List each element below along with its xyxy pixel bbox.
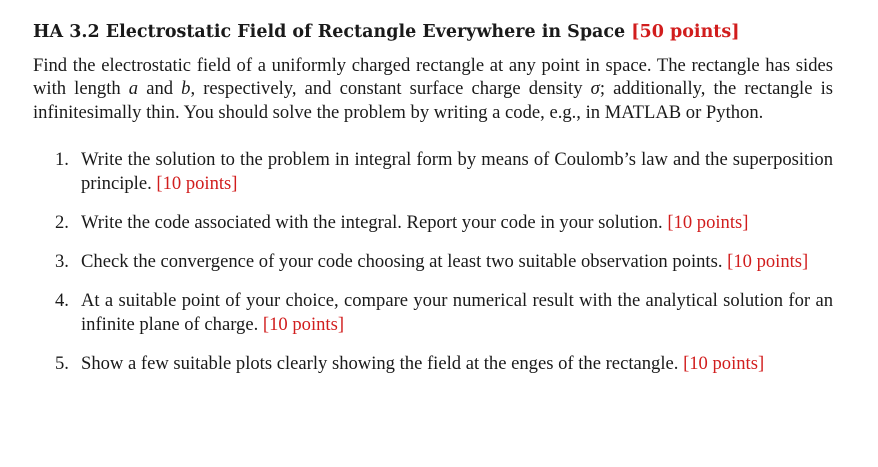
variable-sigma: σ (590, 78, 600, 100)
task-points: [10 points] (156, 172, 238, 194)
task-item (33, 250, 833, 274)
problem-sheet (33, 19, 833, 376)
task-points: [10 points] (262, 313, 345, 335)
task-item (33, 211, 833, 235)
task-item (33, 148, 833, 196)
problem-total-points: [50 points] (631, 22, 740, 42)
task-text: Show a few suitable plots clearly showing the field at the enges of the rectangle. (81, 352, 679, 374)
problem-heading (33, 19, 833, 45)
variable-a: a (128, 78, 139, 100)
statement-text-1: Find the electrostatic field of a uniformly charged rectangle at any point in space. The rectangle has sides with length (33, 55, 833, 100)
task-points: [10 points] (667, 211, 749, 233)
statement-text-3: , respectively, and constant surface charge density (190, 78, 591, 100)
statement-text-2: and (138, 78, 182, 100)
task-text: Write the solution to the problem in integral form by means of Coulomb’s law and the superposition principle. (81, 148, 833, 194)
task-text: At a suitable point of your choice, compare your numerical result with the analytical solution for an infinite plane of charge. (81, 289, 833, 335)
task-item (33, 352, 833, 376)
task-text: Check the convergence of your code choosing at least two suitable observation points. (81, 250, 723, 272)
task-number: 4. (55, 289, 69, 311)
task-points: [10 points] (683, 352, 765, 374)
variable-b: b (181, 78, 191, 100)
task-number: 1. (55, 148, 69, 170)
task-points: [10 points] (727, 250, 809, 272)
task-number: 5. (55, 352, 69, 374)
statement-text-4: ; additionally, the rectangle is infinitesimally thin. You should solve the problem by writing a code, e.g., in MATLAB or Python. (33, 78, 833, 123)
task-list (33, 148, 833, 376)
task-number: 2. (55, 211, 69, 233)
task-number: 3. (55, 250, 69, 272)
problem-statement (33, 54, 833, 124)
task-item (33, 289, 833, 337)
problem-title: HA 3.2 Electrostatic Field of Rectangle Everywhere in Space (33, 22, 626, 42)
task-text: Write the code associated with the integral. Report your code in your solution. (81, 211, 663, 233)
